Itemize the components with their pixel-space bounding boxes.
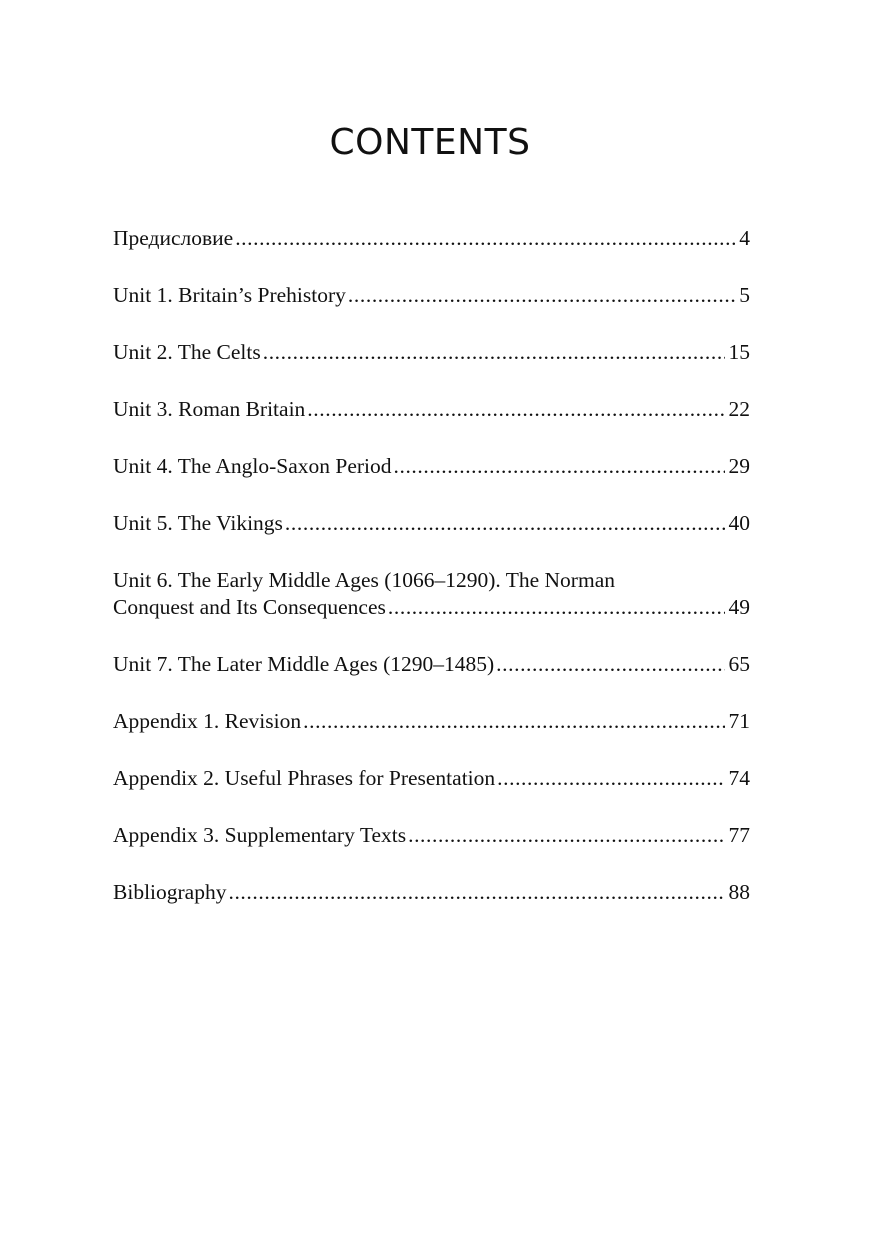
toc-entry-preface[interactable]	[113, 225, 750, 252]
toc-entry-page: 4	[739, 226, 750, 250]
toc-entry-label: Appendix 2. Useful Phrases for Presentation	[113, 766, 496, 790]
dot-leader	[263, 339, 725, 366]
toc-entry-page: 74	[728, 766, 750, 790]
dot-leader	[496, 651, 724, 678]
toc-entry-unit-1[interactable]	[113, 282, 750, 309]
toc-entry-unit-7[interactable]	[113, 651, 750, 678]
toc-entry-appendix-1[interactable]	[113, 708, 750, 735]
toc-entry-label: Bibliography	[113, 880, 227, 904]
dot-leader	[228, 879, 724, 906]
toc-entry-page: 29	[728, 454, 750, 478]
page-title: CONTENTS	[329, 122, 531, 163]
dot-leader	[307, 396, 724, 423]
toc-entry-label: Unit 4. The Anglo-Saxon Period	[113, 454, 392, 478]
toc-entry-unit-4[interactable]	[113, 453, 750, 480]
toc-entry-page: 5	[739, 283, 750, 307]
toc-entry-label: Appendix 1. Revision	[113, 709, 302, 733]
toc-entry-appendix-2[interactable]	[113, 765, 750, 792]
dot-leader	[235, 225, 735, 252]
dot-leader	[394, 453, 725, 480]
toc-entry-page: 88	[728, 880, 750, 904]
toc-entry-unit-6[interactable]	[113, 567, 750, 621]
toc-entry-page: 77	[728, 823, 750, 847]
toc-entry-page: 65	[728, 652, 750, 676]
toc-entry-unit-5[interactable]	[113, 510, 750, 537]
toc-entry-page: 71	[728, 709, 750, 733]
toc-entry-label: Unit 7. The Later Middle Ages (1290–1485)	[113, 652, 495, 676]
toc-entry-appendix-3[interactable]	[113, 822, 750, 849]
toc-entry-page: 40	[728, 511, 750, 535]
toc-entry-label: Appendix 3. Supplementary Texts	[113, 823, 407, 847]
toc-entry-page: 15	[728, 340, 750, 364]
toc-entry-label: Unit 1. Britain’s Prehistory	[113, 283, 346, 307]
toc-entry-label-line-2: Conquest and Its Consequences	[113, 595, 386, 619]
toc-entry-label: Unit 5. The Vikings	[113, 511, 283, 535]
toc-entry-page: 22	[728, 397, 750, 421]
table-of-contents	[113, 225, 750, 936]
toc-entry-last-line	[113, 594, 750, 621]
toc-entry-label: Unit 3. Roman Britain	[113, 397, 306, 421]
toc-entry-label-line-1: Unit 6. The Early Middle Ages (1066–1290). The Norman	[113, 568, 615, 592]
dot-leader	[348, 282, 735, 309]
dot-leader	[285, 510, 725, 537]
toc-entry-label: Unit 2. The Celts	[113, 340, 261, 364]
toc-entry-unit-3[interactable]	[113, 396, 750, 423]
toc-entry-unit-2[interactable]	[113, 339, 750, 366]
toc-entry-page: 49	[728, 595, 750, 619]
toc-entry-label: Предисловие	[113, 226, 234, 250]
dot-leader	[303, 708, 724, 735]
dot-leader	[388, 594, 725, 621]
dot-leader	[408, 822, 724, 849]
dot-leader	[497, 765, 724, 792]
toc-entry-bibliography[interactable]	[113, 879, 750, 906]
